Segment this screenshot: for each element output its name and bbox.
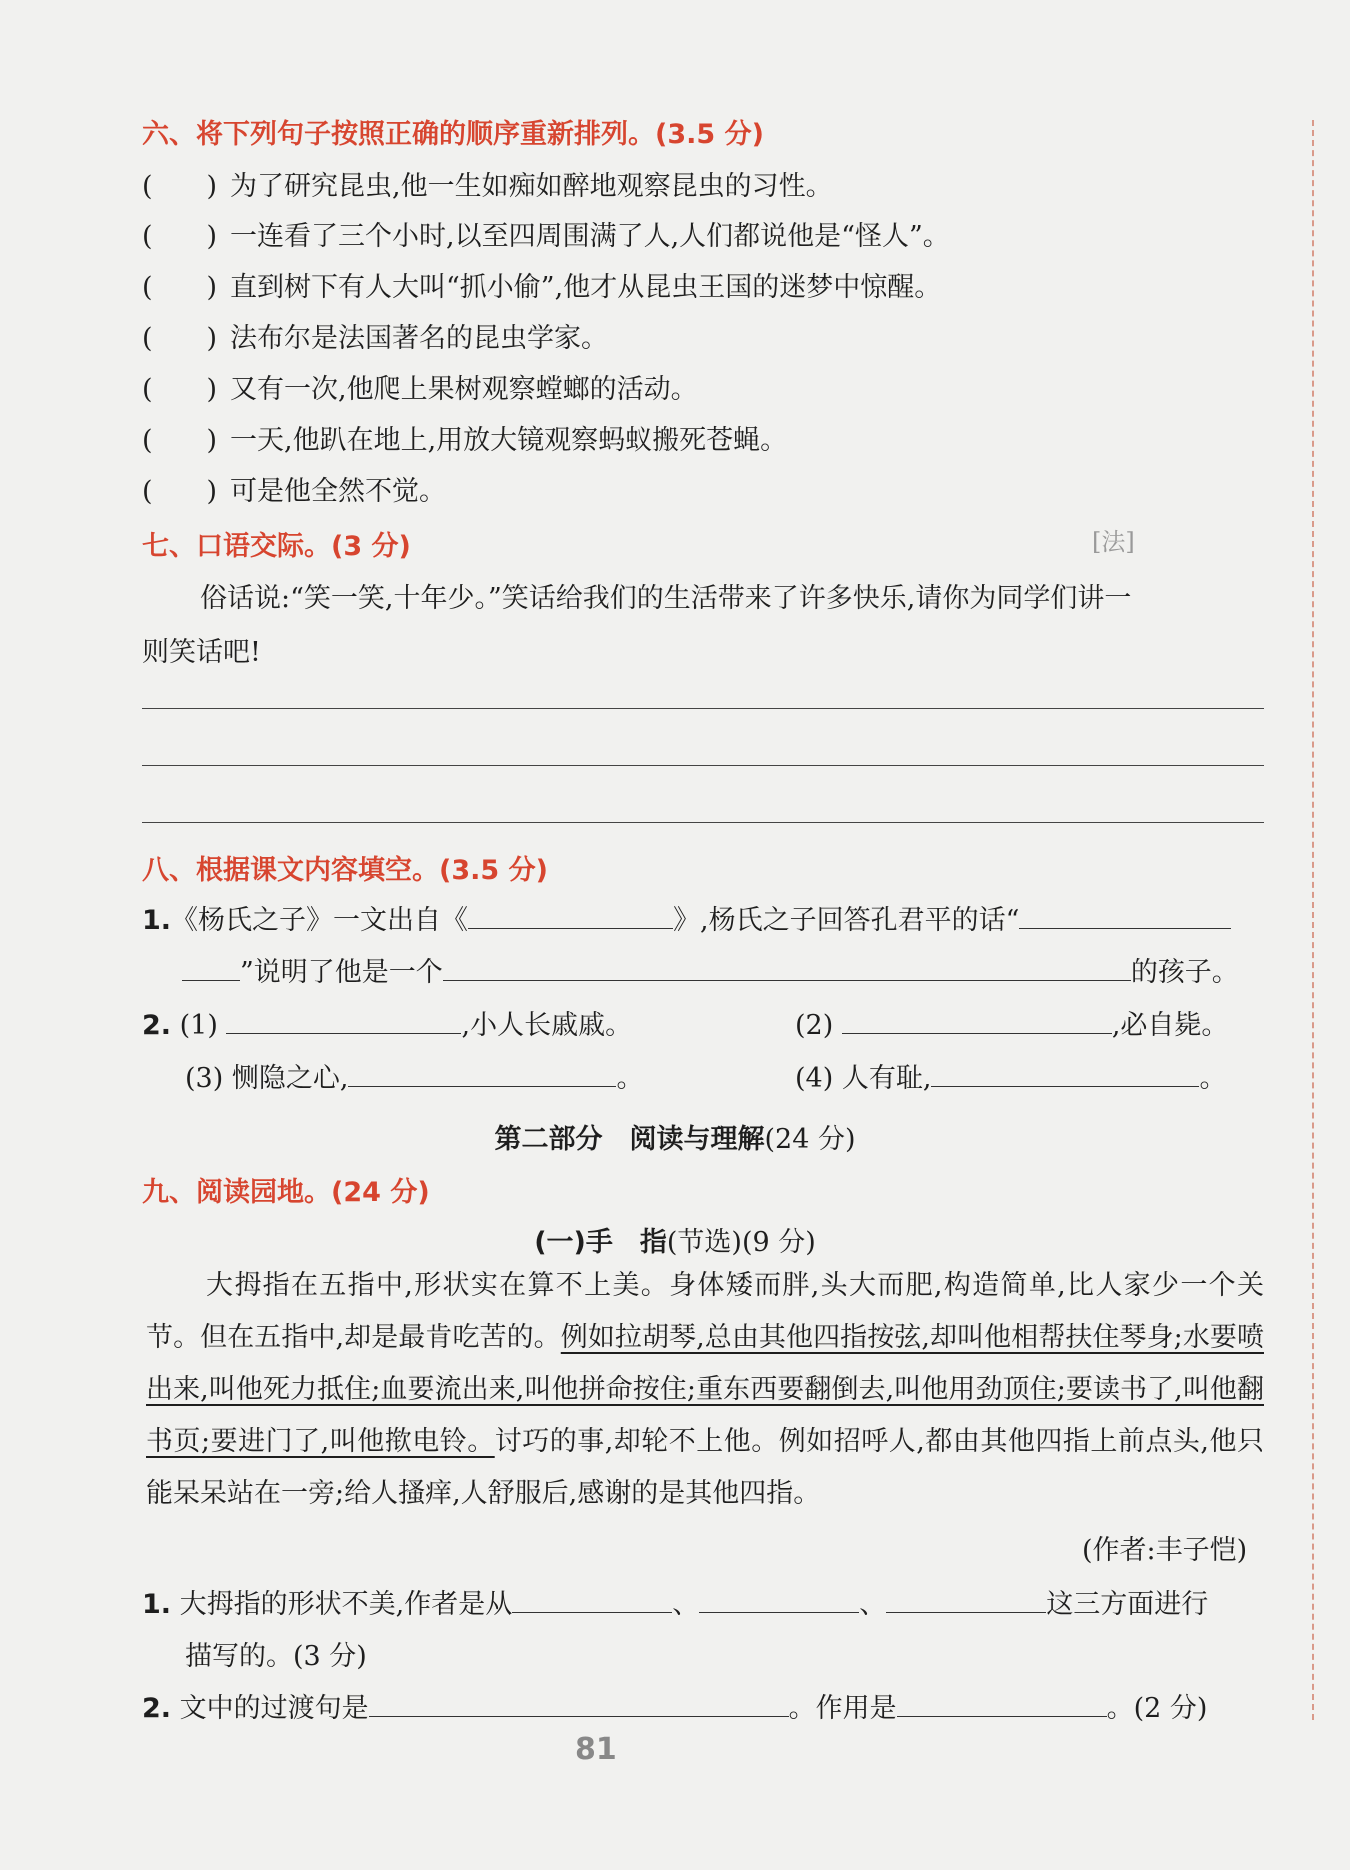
section-6-title: 六、将下列句子按照正确的顺序重新排列。(3.5 分) bbox=[142, 119, 764, 150]
blank-aspect-1[interactable] bbox=[512, 1586, 672, 1613]
s6-item-1: ( ) 为了研究昆虫,他一生如痴如醉地观察昆虫的习性。 bbox=[142, 164, 833, 203]
part-2-heading: 第二部分 阅读与理解(24 分) bbox=[494, 1124, 856, 1155]
section-8-title: 八、根据课文内容填空。(3.5 分) bbox=[142, 855, 548, 886]
blank-book-title[interactable] bbox=[468, 902, 673, 929]
answer-paren[interactable]: ( ) bbox=[142, 425, 218, 456]
section-7-title: 七、口语交际。(3 分) bbox=[142, 531, 411, 562]
s6-item-4: ( ) 法布尔是法国著名的昆虫学家。 bbox=[142, 316, 608, 355]
section-9-title: 九、阅读园地。(24 分) bbox=[142, 1177, 430, 1208]
s6-item-5: ( ) 又有一次,他爬上果树观察螳螂的活动。 bbox=[142, 367, 698, 406]
s9-q1-line-2: 描写的。(3 分) bbox=[185, 1641, 367, 1672]
blank-transition-sentence[interactable] bbox=[369, 1690, 789, 1717]
answer-paren[interactable]: ( ) bbox=[142, 272, 218, 303]
answer-paren[interactable]: ( ) bbox=[142, 221, 218, 252]
answer-paren[interactable]: ( ) bbox=[142, 323, 218, 354]
s8-q2-3: (3) 恻隐之心, 。 bbox=[185, 1056, 643, 1095]
blank-quote-end[interactable] bbox=[182, 954, 240, 981]
s9-q1-line-1: 1. 大拇指的形状不美,作者是从 、 、 这三方面进行 bbox=[142, 1582, 1208, 1621]
blank-2-2[interactable] bbox=[842, 1007, 1112, 1034]
s8-q2-2: (2) ,必自毙。 bbox=[795, 1003, 1228, 1042]
answer-paren[interactable]: ( ) bbox=[142, 476, 218, 507]
blank-description[interactable] bbox=[443, 954, 1131, 981]
answer-paren[interactable]: ( ) bbox=[142, 171, 218, 202]
blank-aspect-3[interactable] bbox=[886, 1586, 1046, 1613]
s8-q2-4: (4) 人有耻, 。 bbox=[795, 1056, 1226, 1095]
s7-prompt-line-2: 则笑话吧! bbox=[142, 637, 261, 668]
passage-title: (一)手 指(节选)(9 分) bbox=[534, 1227, 816, 1258]
blank-2-4[interactable] bbox=[931, 1060, 1199, 1087]
s6-item-3: ( ) 直到树下有人大叫“抓小偷”,他才从昆虫王国的迷梦中惊醒。 bbox=[142, 265, 941, 304]
underlined-passage: 例如拉胡琴,总由其他四指按弦,却叫他相帮扶住琴身;水要喷出来,叫他死力抵住;血要流出来,叫他拼命按住;重东西要翻倒去,叫他用劲顶住;要读书了,叫他翻书页;要进门了,叫他揿电铃。 bbox=[146, 1322, 1264, 1457]
answer-line-3[interactable] bbox=[142, 822, 1264, 823]
page-number: 81 bbox=[575, 1732, 617, 1767]
answer-line-1[interactable] bbox=[142, 708, 1264, 709]
s6-item-2: ( ) 一连看了三个小时,以至四周围满了人,人们都说他是“怪人”。 bbox=[142, 214, 950, 253]
blank-2-1[interactable] bbox=[226, 1007, 461, 1034]
s9-q2-line: 2. 文中的过渡句是 。作用是 。(2 分) bbox=[142, 1686, 1207, 1725]
binding-dashed-line bbox=[1312, 120, 1314, 1720]
faint-stamp-mark: [法] bbox=[1092, 528, 1135, 556]
s6-item-7: ( ) 可是他全然不觉。 bbox=[142, 469, 446, 508]
blank-aspect-2[interactable] bbox=[699, 1586, 859, 1613]
s8-q1-line-2: ”说明了他是一个 的孩子。 bbox=[182, 950, 1239, 989]
answer-line-2[interactable] bbox=[142, 765, 1264, 766]
passage-body: 大拇指在五指中,形状实在算不上美。身体矮而胖,头大而肥,构造简单,比人家少一个关节。但在五指中,却是最肯吃苦的。例如拉胡琴,总由其他四指按弦,却叫他相帮扶住琴身;水要喷出来,叫他死力抵住;血要流出来,叫他拼命按住;重东西要翻倒去,叫他用劲顶住;要读书了,叫他翻书页;要进门了,叫他揿电铃。讨巧的事,却轮不上他。例如招呼人,都由其他四指上前点头,他只能呆呆站在一旁;给人搔痒,人舒服后,感谢的是其他四指。 bbox=[146, 1270, 1264, 1509]
blank-2-3[interactable] bbox=[348, 1060, 616, 1087]
s6-item-6: ( ) 一天,他趴在地上,用放大镜观察蚂蚁搬死苍蝇。 bbox=[142, 418, 787, 457]
passage-author: (作者:丰子恺) bbox=[1082, 1535, 1248, 1566]
blank-quote-start[interactable] bbox=[1019, 902, 1231, 929]
answer-paren[interactable]: ( ) bbox=[142, 374, 218, 405]
s8-q2-line-1: 2. (1) ,小人长戚戚。 bbox=[142, 1003, 632, 1042]
s8-q1-line-1: 1.《杨氏之子》一文出自《 》,杨氏之子回答孔君平的话“ bbox=[142, 898, 1231, 937]
blank-function[interactable] bbox=[897, 1690, 1107, 1717]
s7-prompt-line-1: 俗话说:“笑一笑,十年少。”笑话给我们的生活带来了许多快乐,请你为同学们讲一 bbox=[200, 583, 1132, 614]
